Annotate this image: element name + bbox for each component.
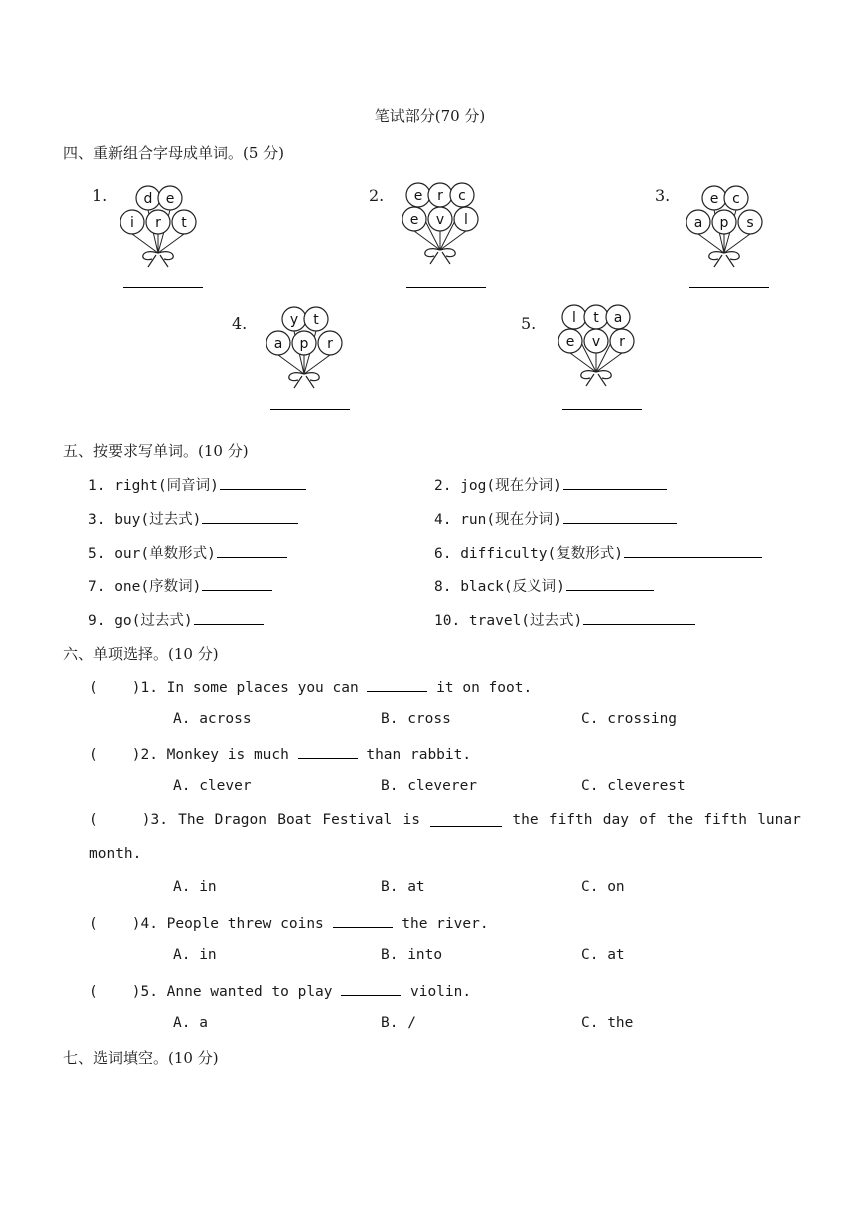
question-number: )2.	[131, 747, 167, 763]
puzzle-number: 1.	[92, 186, 108, 205]
ribbon-bow-icon	[289, 373, 319, 388]
balloon-letter: y	[289, 312, 299, 328]
balloon-string	[440, 231, 466, 250]
fill-blank[interactable]	[333, 913, 393, 928]
item-prompt: buy(过去式)	[114, 512, 202, 528]
question-word: Dragon	[214, 812, 267, 828]
question-row	[89, 677, 532, 696]
balloon-letter: t	[313, 312, 319, 328]
item-prompt: jog(现在分词)	[460, 478, 562, 494]
balloon-letter: v	[591, 334, 601, 350]
answer-paren[interactable]: (	[89, 916, 98, 932]
item-prompt: one(序数词)	[114, 579, 202, 595]
ribbon-bow-icon	[709, 252, 739, 267]
item-number: 9.	[88, 613, 115, 629]
balloon-bunch-icon	[558, 302, 648, 388]
item-prompt: run(现在分词)	[460, 512, 562, 528]
question-row	[89, 913, 489, 932]
answer-blank[interactable]	[563, 475, 667, 490]
answer-option[interactable]: A. a	[173, 1015, 208, 1031]
question-word: the	[512, 812, 539, 828]
balloon-bunch-icon	[266, 304, 356, 390]
question-text: than rabbit.	[357, 747, 472, 763]
balloon-letter: r	[327, 336, 333, 352]
word-form-item	[434, 508, 677, 529]
answer-option[interactable]: A. in	[173, 947, 217, 963]
section-5-heading: 五、按要求写单词。(10 分)	[63, 442, 249, 460]
balloon-string	[158, 234, 184, 253]
puzzle-number: 2.	[369, 186, 385, 205]
answer-blank[interactable]	[202, 509, 298, 524]
fill-blank[interactable]	[341, 981, 401, 996]
fill-blank[interactable]	[298, 744, 358, 759]
question-word: day	[602, 812, 629, 828]
answer-option[interactable]: B. into	[381, 947, 443, 963]
balloon-string	[414, 231, 440, 250]
answer-option[interactable]: A. across	[173, 711, 252, 727]
word-form-item	[88, 508, 298, 529]
question-word: The	[178, 812, 205, 828]
answer-blank[interactable]	[624, 543, 762, 558]
word-form-item	[88, 542, 287, 563]
item-prompt: our(单数形式)	[114, 546, 216, 562]
balloon-letter: e	[413, 188, 423, 204]
answer-option[interactable]: A. clever	[173, 778, 252, 794]
answer-option[interactable]: C. on	[581, 879, 625, 895]
question-word: lunar	[757, 812, 801, 828]
balloon-letter: a	[613, 310, 623, 326]
balloon-letter: p	[299, 336, 309, 352]
word-form-item	[434, 542, 762, 563]
ribbon-bow-icon	[581, 371, 611, 386]
question-word: Festival	[322, 812, 393, 828]
question-word: the	[666, 812, 694, 828]
question-number: )5.	[131, 984, 167, 1000]
question-word: fifth	[703, 812, 747, 828]
word-form-item	[434, 609, 695, 630]
answer-paren[interactable]: (	[89, 747, 98, 763]
question-word: of	[639, 812, 657, 828]
answer-blank[interactable]	[566, 576, 654, 591]
question-text: the river.	[392, 916, 489, 932]
puzzle-number: 4.	[232, 314, 248, 333]
answer-option[interactable]: C. cleverest	[581, 778, 686, 794]
answer-blank[interactable]	[217, 543, 287, 558]
balloon-string	[570, 353, 596, 372]
answer-blank[interactable]	[562, 409, 642, 410]
item-prompt: travel(过去式)	[468, 613, 583, 629]
item-number: 8.	[434, 579, 461, 595]
answer-blank[interactable]	[583, 610, 695, 625]
answer-blank[interactable]	[123, 287, 203, 288]
balloon-letter: r	[437, 188, 443, 204]
question-word: is	[402, 812, 420, 828]
balloon-string	[304, 355, 330, 374]
word-form-item	[88, 474, 306, 495]
question-row	[89, 981, 471, 1000]
fill-blank[interactable]	[430, 812, 502, 827]
balloon-bunch-icon	[686, 183, 776, 269]
answer-blank[interactable]	[202, 576, 272, 591]
balloon-letter: a	[693, 215, 703, 231]
answer-blank[interactable]	[406, 287, 486, 288]
question-number: )3.	[141, 812, 168, 828]
balloon-bunch-icon	[402, 180, 492, 266]
balloon-letter: e	[409, 212, 419, 228]
balloon-string	[596, 353, 622, 372]
word-form-item	[88, 609, 264, 630]
word-form-item	[434, 575, 654, 596]
item-number: 3.	[88, 512, 115, 528]
balloon-letter: c	[458, 188, 466, 204]
question-text-continued: month.	[89, 846, 142, 862]
ribbon-bow-icon	[425, 249, 455, 264]
balloon-letter: e	[565, 334, 575, 350]
item-prompt: go(过去式)	[114, 613, 193, 629]
answer-option[interactable]: B. cleverer	[381, 778, 478, 794]
answer-option[interactable]: B. at	[381, 879, 425, 895]
item-number: 7.	[88, 579, 115, 595]
item-number: 10.	[434, 613, 469, 629]
balloon-letter: t	[593, 310, 599, 326]
answer-blank[interactable]	[563, 509, 677, 524]
answer-paren[interactable]: (	[89, 812, 98, 828]
item-number: 4.	[434, 512, 461, 528]
answer-blank[interactable]	[194, 610, 264, 625]
question-word: fifth	[548, 812, 593, 828]
puzzle-number: 3.	[655, 186, 671, 205]
section-6-heading: 六、单项选择。(10 分)	[63, 645, 219, 663]
section-7-heading: 七、选词填空。(10 分)	[63, 1049, 219, 1067]
question-row	[89, 744, 471, 763]
balloon-letter: e	[165, 191, 175, 207]
fill-blank[interactable]	[367, 677, 427, 692]
answer-option[interactable]: C. the	[581, 1015, 634, 1031]
item-number: 5.	[88, 546, 115, 562]
balloon-letter: l	[572, 310, 576, 326]
answer-blank[interactable]	[689, 287, 769, 288]
balloon-letter: l	[464, 212, 468, 228]
page-title: 笔试部分(70 分)	[374, 107, 486, 125]
answer-paren[interactable]: (	[89, 984, 98, 1000]
question-text: it on foot.	[427, 680, 533, 696]
balloon-letter: d	[143, 191, 153, 207]
balloon-letter: e	[709, 191, 719, 207]
balloon-letter: v	[435, 212, 445, 228]
balloon-letter: i	[130, 215, 134, 231]
item-prompt: right(同音词)	[114, 478, 219, 494]
word-form-item	[434, 474, 667, 495]
question-text: Monkey is much	[166, 747, 298, 763]
question-number: )4.	[131, 916, 167, 932]
answer-blank[interactable]	[220, 475, 306, 490]
balloon-letter: a	[273, 336, 283, 352]
question-word: Boat	[277, 812, 313, 828]
question-text: In some places you can	[166, 680, 368, 696]
answer-paren[interactable]: (	[89, 680, 98, 696]
balloon-letter: p	[719, 215, 729, 231]
word-form-item	[88, 575, 272, 596]
question-number: )1.	[131, 680, 167, 696]
answer-option[interactable]: B. cross	[381, 711, 451, 727]
question-text: Anne wanted to play	[166, 984, 342, 1000]
balloon-letter: r	[155, 215, 161, 231]
balloon-bunch-icon	[120, 183, 210, 269]
answer-blank[interactable]	[270, 409, 350, 410]
answer-option[interactable]: B. /	[381, 1015, 416, 1031]
item-number: 2.	[434, 478, 461, 494]
balloon-letter: r	[619, 334, 625, 350]
answer-option[interactable]: C. at	[581, 947, 625, 963]
puzzle-number: 5.	[521, 314, 537, 333]
item-number: 1.	[88, 478, 115, 494]
ribbon-bow-icon	[143, 252, 173, 267]
item-prompt: difficulty(复数形式)	[460, 546, 623, 562]
balloon-letter: c	[732, 191, 740, 207]
answer-option[interactable]: A. in	[173, 879, 217, 895]
question-row	[89, 812, 801, 828]
balloon-letter: s	[746, 215, 754, 231]
item-prompt: black(反义词)	[460, 579, 565, 595]
item-number: 6.	[434, 546, 461, 562]
answer-option[interactable]: C. crossing	[581, 711, 678, 727]
section-4-heading: 四、重新组合字母成单词。(5 分)	[63, 144, 285, 162]
question-text: violin.	[401, 984, 472, 1000]
question-text: People threw coins	[166, 916, 333, 932]
balloon-string	[724, 234, 750, 253]
balloon-letter: t	[181, 215, 187, 231]
